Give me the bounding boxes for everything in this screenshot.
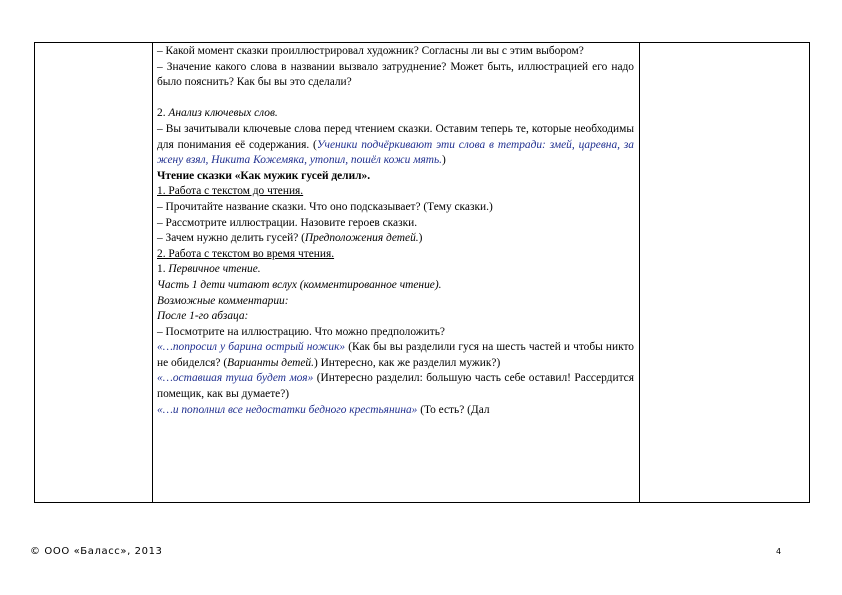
first-reading-number: 1. — [157, 263, 169, 276]
footer-copyright: © ООО «Баласс», 2013 — [30, 546, 163, 557]
pre-reading-heading: 1. Работа с текстом до чтения. — [157, 185, 304, 198]
quote-carcass — [157, 371, 634, 402]
keywords-answer: Ученики подчёркивают эти слова в тетради: змей, царевна, за жену взял, Никита Кожемяка, утопил, пошёл кожи мять. — [157, 138, 635, 167]
first-reading-heading — [157, 262, 634, 278]
keywords-text: – Вы зачитывали ключевые слова перед чтением сказки. Оставим теперь те, которые необходимы для понимания её содержания. ( — [157, 122, 634, 151]
keywords-title: Анализ ключевых слов. — [168, 107, 278, 120]
quote-knife — [157, 340, 634, 371]
quote-carcass-comment: (Интересно разделил: большую часть себе оставил! Рассердится помещик, как вы думаете?) — [157, 372, 634, 401]
quote-peasant — [157, 403, 634, 419]
first-reading-title: Первичное чтение. — [168, 263, 261, 276]
lesson-table — [34, 42, 810, 503]
quote-peasant-comment: (То есть? (Дал — [417, 403, 490, 416]
keywords-heading — [157, 106, 634, 122]
pre-reading-q1: – Прочитайте название сказки. Что оно подсказывает? (Тему сказки.) — [157, 200, 493, 213]
quote-peasant-text: «…и пополнил все недостатки бедного крестьянина» — [157, 403, 418, 416]
quote-carcass-text: «…оставшая туша будет моя» — [157, 372, 314, 385]
table-column-stage — [35, 43, 153, 502]
blank-line — [157, 91, 634, 107]
pre-reading-q3-answer: Предположения детей. — [304, 232, 419, 245]
table-column-content — [153, 43, 640, 502]
keywords-paragraph — [157, 122, 634, 169]
during-reading-heading: 2. Работа с текстом во время чтения. — [157, 247, 335, 260]
table-column-notes — [640, 43, 809, 502]
question-word-meaning: – Значение какого слова в названии вызвало затруднение? Может быть, иллюстрацией его надо было пояснить? Как бы вы это сделали? — [157, 60, 634, 89]
pre-reading-q3-close: ) — [418, 232, 423, 245]
comments-heading: Возможные комментарии: — [157, 294, 289, 307]
reading-heading: Чтение сказки «Как мужик гусей делил». — [157, 169, 371, 182]
keywords-close: ) — [442, 154, 446, 167]
after-paragraph-heading: После 1-го абзаца: — [157, 310, 249, 323]
keywords-number: 2. — [157, 107, 169, 120]
quote-knife-text: «…попросил у барина острый ножик» — [157, 341, 346, 354]
question-illustration: – Какой момент сказки проиллюстрировал художник? Согласны ли вы с этим выбором? — [157, 45, 584, 57]
quote-knife-comment-end: ) Интересно, как же разделил мужик?) — [313, 356, 501, 369]
part1-instruction: Часть 1 дети читают вслух (комментированное чтение). — [157, 278, 442, 291]
pre-reading-q3 — [157, 231, 634, 247]
lesson-text — [153, 43, 639, 418]
page-number: 4 — [776, 547, 782, 556]
illustration-question: – Посмотрите на иллюстрацию. Что можно предположить? — [157, 325, 445, 338]
quote-knife-answer: Варианты детей. — [227, 356, 314, 369]
quote-knife-comment: (Как бы вы разделили гуся на шесть частей и чтобы никто не обиделся? ( — [157, 341, 634, 369]
pre-reading-q2: – Рассмотрите иллюстрации. Назовите героев сказки. — [157, 216, 418, 229]
pre-reading-q3-text: – Зачем нужно делить гусей? ( — [157, 232, 305, 245]
